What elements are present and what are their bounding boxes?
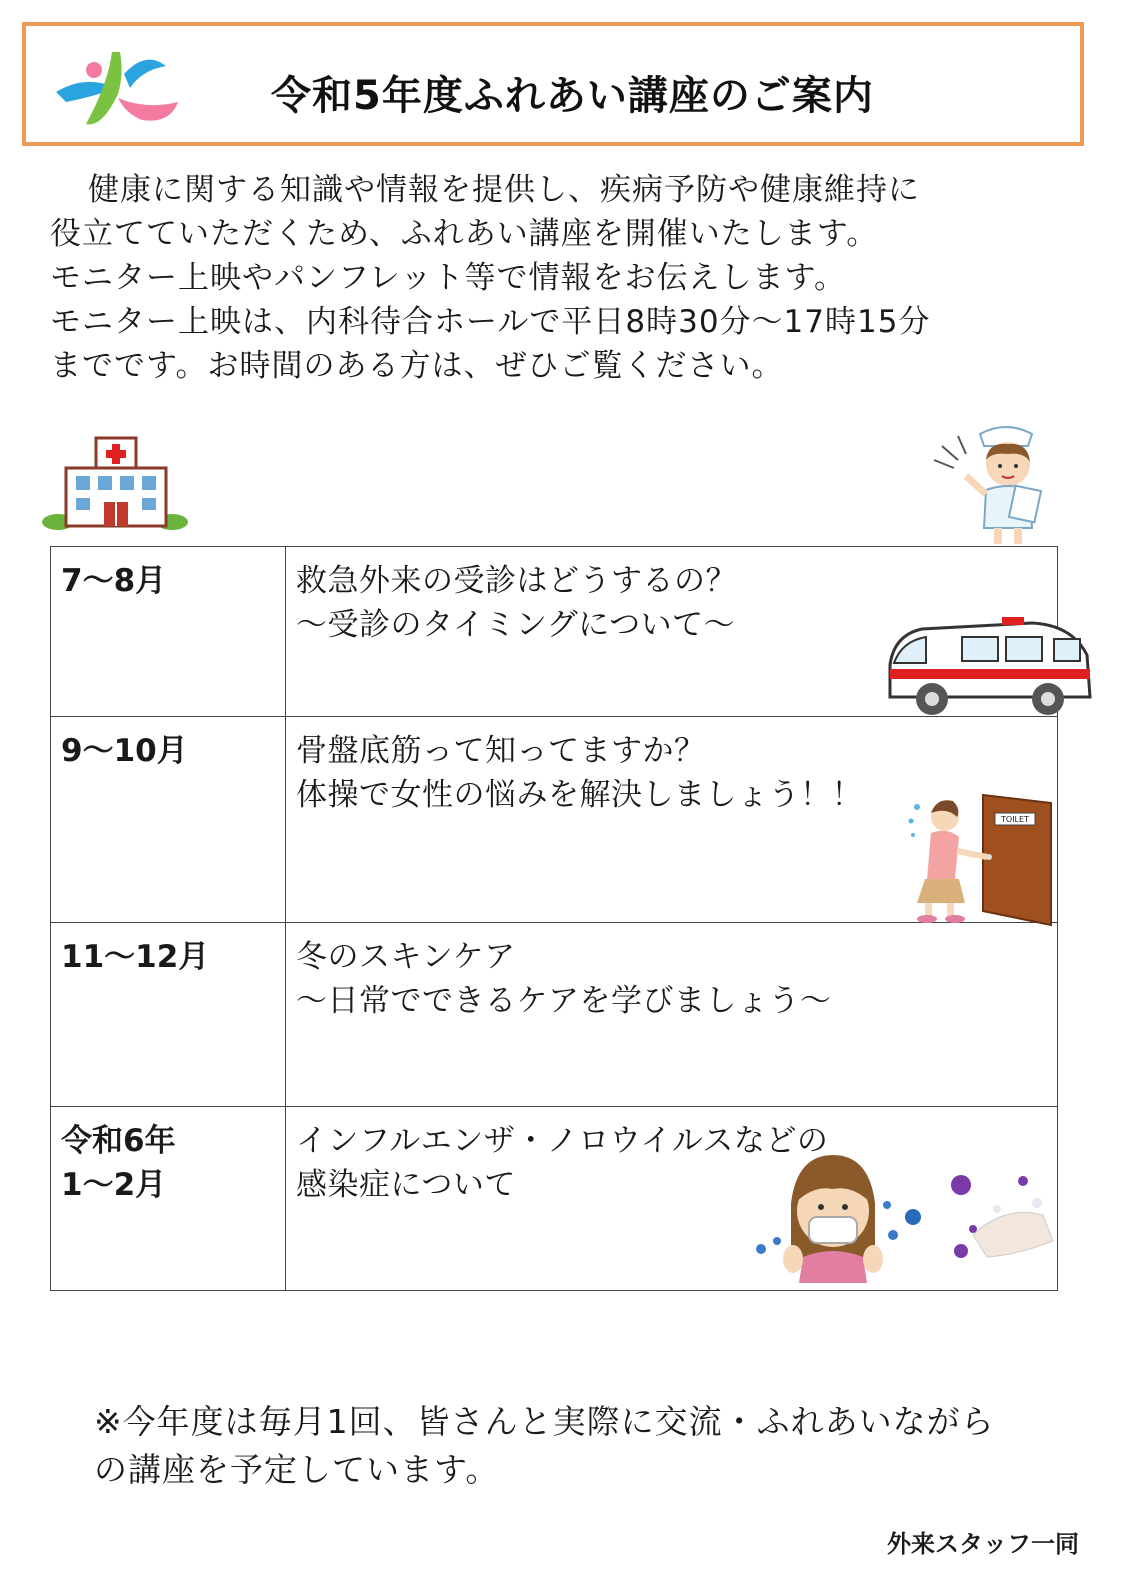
footnote-line: ※今年度は毎月1回、皆さんと実際に交流・ふれあいながら <box>94 1402 995 1441</box>
ambulance-icon <box>882 615 1097 720</box>
topic-line: ～受診のタイミングについて～ <box>296 607 736 643</box>
period-cell <box>51 1107 286 1291</box>
topic-cell <box>286 547 1058 717</box>
table-row <box>51 923 1058 1107</box>
period-label: 9～10月 <box>61 733 188 769</box>
topic-line: ～日常でできるケアを学びましょう～ <box>296 983 832 1019</box>
period-label: 1～2月 <box>61 1167 167 1203</box>
topic-line: 救急外来の受診はどうするの？ <box>296 563 737 599</box>
footnote <box>94 1398 1074 1494</box>
topic-cell <box>286 1107 1058 1291</box>
masked-person-virus-icon <box>747 1145 1057 1285</box>
schedule-table <box>50 546 1058 1291</box>
signature: 外来スタッフ一同 <box>887 1530 1079 1558</box>
period-cell <box>51 717 286 923</box>
period-label: 11～12月 <box>61 939 210 975</box>
period-cell <box>51 923 286 1107</box>
page-title: 令和5年度ふれあい講座のご案内 <box>271 73 874 119</box>
table-row <box>51 547 1058 717</box>
footnote-line: の講座を予定しています。 <box>94 1450 500 1489</box>
topic-line: 感染症について <box>296 1167 516 1203</box>
period-label: 7～8月 <box>61 563 167 599</box>
toilet-sign: TOILET <box>1001 815 1029 824</box>
intro-line: 役立てていただくため、ふれあい講座を開催いたします。 <box>50 216 879 252</box>
toilet-door-icon <box>887 787 1057 927</box>
title-banner <box>22 22 1084 146</box>
period-label: 令和6年 <box>61 1123 176 1159</box>
topic-line: 骨盤底筋って知ってますか？ <box>296 733 706 769</box>
topic-cell <box>286 717 1058 923</box>
hospital-building-icon <box>40 436 190 530</box>
hospital-logo-icon <box>46 44 186 134</box>
intro-line: モニター上映やパンフレット等で情報をお伝えします。 <box>50 260 846 296</box>
topic-cell <box>286 923 1058 1107</box>
table-row <box>51 717 1058 923</box>
intro-line: までです。お時間のある方は、ぜひご覧ください。 <box>50 348 784 384</box>
intro-line: モニター上映は、内科待合ホールで平日8時30分～17時15分 <box>50 304 931 340</box>
intro-line: 健康に関する知識や情報を提供し、疾病予防や健康維持に <box>88 172 920 208</box>
table-row <box>51 1107 1058 1291</box>
topic-line: 冬のスキンケア <box>296 939 516 975</box>
intro-paragraph <box>50 168 1060 388</box>
topic-line: インフルエンザ・ノロウイルスなどの <box>296 1123 829 1159</box>
period-cell <box>51 547 286 717</box>
nurse-icon <box>928 420 1063 548</box>
topic-line: 体操で女性の悩みを解決しましょう！！ <box>296 777 863 813</box>
